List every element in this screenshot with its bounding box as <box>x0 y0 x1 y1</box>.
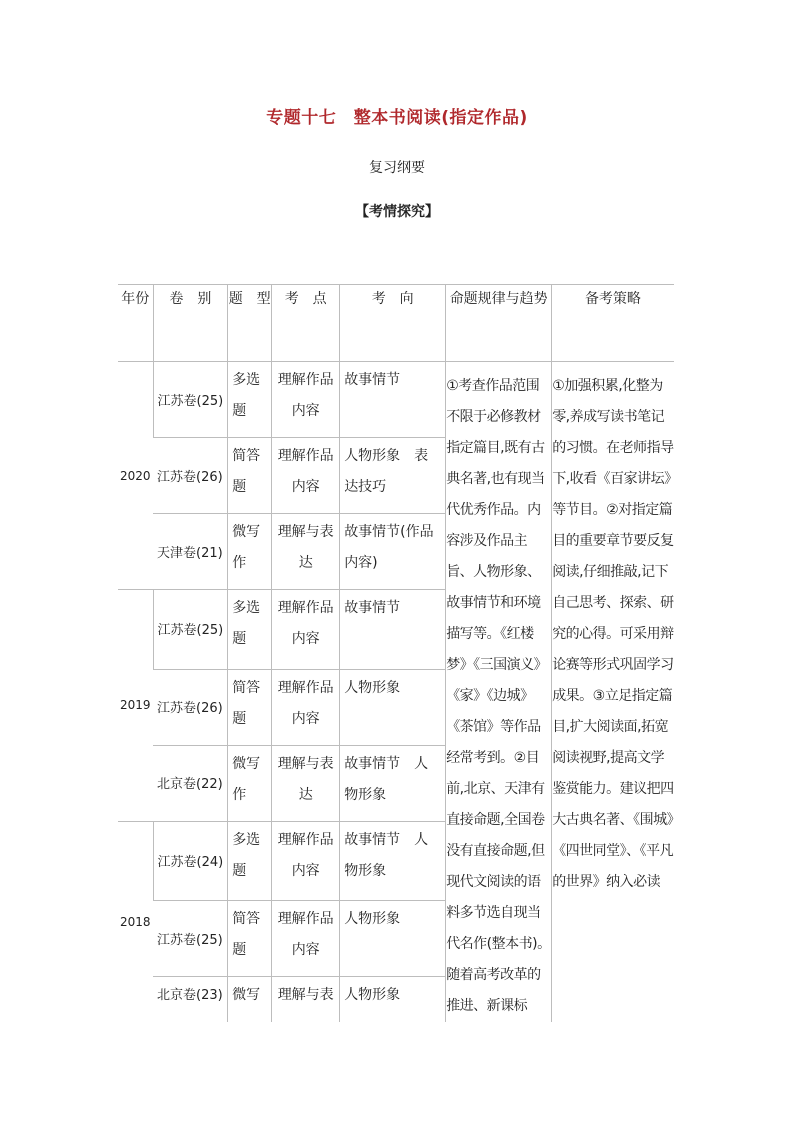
direction-cell: 人物形象 <box>340 669 446 745</box>
type-cell: 多选题 <box>228 590 272 670</box>
type-cell: 微写作 <box>228 514 272 590</box>
point-cell: 理解作品内容 <box>272 362 340 438</box>
table-row <box>118 362 674 438</box>
point-cell: 理解作品内容 <box>272 438 340 514</box>
year-cell: 2018 <box>118 821 153 1022</box>
header-type: 题 型 <box>228 285 272 362</box>
point-cell: 理解与表达 <box>272 514 340 590</box>
direction-cell: 人物形象 <box>340 901 446 977</box>
point-cell: 理解作品内容 <box>272 901 340 977</box>
exam-cell: 江苏卷(26) <box>153 669 228 745</box>
table-header-row <box>118 285 674 362</box>
direction-cell: 故事情节 <box>340 590 446 670</box>
exam-cell: 北京卷(23) <box>153 977 228 1023</box>
point-cell: 理解作品内容 <box>272 669 340 745</box>
direction-cell: 故事情节 人物形象 <box>340 745 446 821</box>
type-cell: 简答题 <box>228 438 272 514</box>
plan-cell: ①加强积累,化整为零,养成写读书笔记的习惯。在老师指导下,收看《百家讲坛》等节目。②对指定篇目的重要章节要反复阅读,仔细推敲,记下自己思考、探索、研究的心得。可采用辩论赛等形式巩固学习成果。③立足指定篇目,扩大阅读面,拓宽阅读视野,提高文学鉴赏能力。建议把四大古典名著、《围城》《四世同堂》、《平凡的世界》纳入必读 <box>552 362 674 1023</box>
section-heading: 【考情探究】 <box>355 204 439 220</box>
type-cell: 多选题 <box>228 821 272 901</box>
header-rule: 命题规律与趋势 <box>446 285 552 362</box>
exam-cell: 江苏卷(24) <box>153 821 228 901</box>
direction-cell: 人物形象 <box>340 977 446 1023</box>
exam-cell: 江苏卷(25) <box>153 362 228 438</box>
year-cell: 2020 <box>118 362 153 590</box>
exam-cell: 天津卷(21) <box>153 514 228 590</box>
exam-cell: 北京卷(22) <box>153 745 228 821</box>
direction-cell: 故事情节 <box>340 362 446 438</box>
point-cell: 理解作品内容 <box>272 590 340 670</box>
year-cell: 2019 <box>118 590 153 822</box>
point-cell: 理解作品内容 <box>272 821 340 901</box>
point-cell: 理解与表达 <box>272 745 340 821</box>
type-cell: 简答题 <box>228 901 272 977</box>
direction-cell: 人物形象 表达技巧 <box>340 438 446 514</box>
point-cell: 理解与表 <box>272 977 340 1023</box>
page-title: 专题十七 整本书阅读(指定作品) <box>266 108 528 128</box>
type-cell: 微写 <box>228 977 272 1023</box>
header-exam: 卷 别 <box>153 285 228 362</box>
exam-cell: 江苏卷(25) <box>153 590 228 670</box>
exam-cell: 江苏卷(25) <box>153 901 228 977</box>
exam-analysis-table <box>118 284 674 1022</box>
type-cell: 微写作 <box>228 745 272 821</box>
direction-cell: 故事情节(作品内容) <box>340 514 446 590</box>
header-plan: 备考策略 <box>552 285 674 362</box>
outline-subtitle: 复习纲要 <box>369 160 425 176</box>
rule-cell: ①考查作品范围不限于必修教材指定篇目,既有古典名著,也有现当代优秀作品。内容涉及作品主旨、人物形象、故事情节和环境描写等。《红楼梦》《三国演义》《家》《边城》《茶馆》等作品经常考到。②目前,北京、天津有直接命题,全国卷没有直接命题,但现代文阅读的语料多节选自现当代名作(整本书)。随着高考改革的推进、新课标 <box>446 362 552 1023</box>
header-direction: 考 向 <box>340 285 446 362</box>
header-year: 年份 <box>118 285 153 362</box>
exam-cell: 江苏卷(26) <box>153 438 228 514</box>
header-point: 考 点 <box>272 285 340 362</box>
type-cell: 简答题 <box>228 669 272 745</box>
direction-cell: 故事情节 人物形象 <box>340 821 446 901</box>
type-cell: 多选题 <box>228 362 272 438</box>
